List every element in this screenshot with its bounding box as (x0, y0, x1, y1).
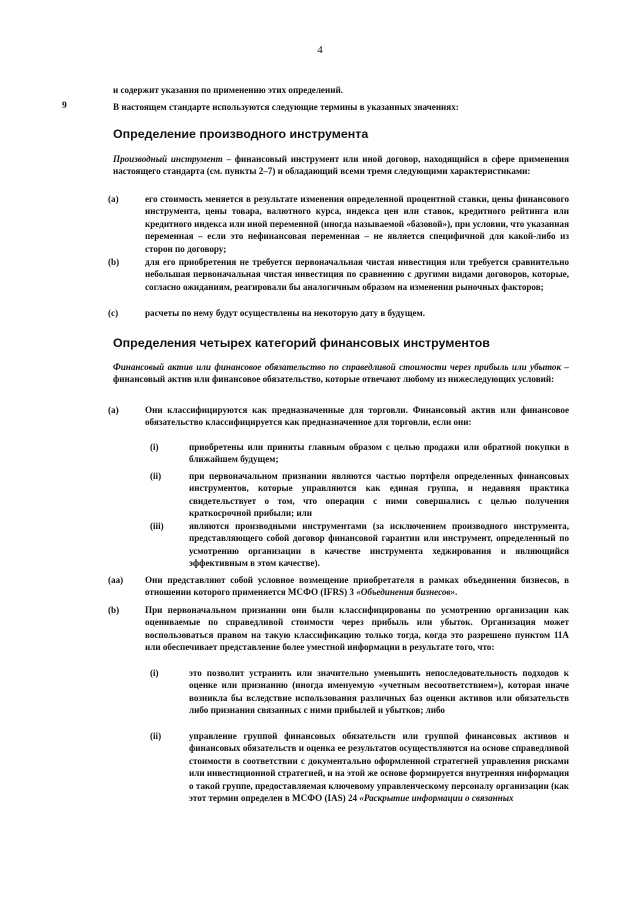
list-item: При первоначальном признании они были классифицированы по усмотрению организации как оцениваемые по справедливой стоимости через прибыль или убыток. Организация может воспользоваться правом на такую классификацию только тогда, когда это разрешено пунктом 11А или обеспечивает представление более уместной информации в результате того, что: (145, 605, 569, 653)
item-text-italic: «Объединения бизнесов» (356, 587, 456, 598)
sub-list-item: приобретены или приняты главным образом с целью продажи или обратной покупки в ближайшем будущем; (189, 442, 569, 465)
subitem-marker: (ii) (150, 471, 162, 481)
list-item: Они классифицируются как предназначенные для торговли. Финансовый актив или финансовое обязательство классифицируется как предназначенное для торговли, если они: (145, 405, 569, 428)
item-text-italic: «Раскрытие информации о связанных (359, 793, 514, 804)
page-number: 4 (317, 44, 323, 56)
intro-line: и содержит указания по применению этих определений. (113, 85, 343, 95)
item-marker: (a) (108, 405, 119, 415)
sub-list-item: при первоначальном признании являются частью портфеля определенных финансовых инструментов, которые управляются как единая группа, и недавняя практика свидетельствует о том, что операции с ними совершались с целью получения краткосрочной прибыли; или (189, 471, 569, 519)
subitem-marker: (i) (150, 668, 159, 678)
section-heading-derivative: Определение производного инструмента (113, 127, 369, 141)
section-heading-categories: Определения четырех категорий финансовых инструментов (113, 336, 490, 350)
list-item: расчеты по нему будут осуществлены на некоторую дату в будущем. (145, 308, 426, 318)
item-marker: (b) (108, 257, 120, 267)
subitem-marker: (ii) (150, 731, 162, 741)
subitem-marker: (i) (150, 442, 159, 452)
definition-term: Финансовый актив или финансовое обязательство по справедливой стоимости через прибыль или убыток (113, 362, 562, 372)
sub-list-item (189, 730, 569, 804)
paragraph-9-text: В настоящем стандарте используются следующие термины в указанных значениях: (113, 102, 459, 112)
definition-text: – финансовый инструмент или иной договор, находящийся в сфере применения настоящего стандарта (см. пункты 2–7) и обладающий всеми тремя следующими характеристиками: (113, 154, 569, 177)
item-marker: (b) (108, 605, 120, 615)
list-item: для его приобретения не требуется первоначальная чистая инвестиция или требуется сравнительно небольшая первоначальная чистая инвестиция по сравнению с другими видами договоров, которые, согласно ожиданиям, реагировали бы аналогичным образом на изменения рыночных факторов; (145, 257, 569, 292)
definition-term: Производный инструмент (113, 154, 223, 164)
subitem-marker: (iii) (150, 521, 164, 531)
item-text: управление группой финансовых обязательств или группой финансовых активов и финансовых обязательств и оценка ее результатов осуществляются на основе справедливой стоимости в соответствии с документально оформленной стратегией управления рисками или инвестиционной стратегией, и на этой же основе формируется внутренняя информация о такой группе, предоставляемая ключевому управленческому персоналу организации (как этот термин определен в МСФО (IAS) 24 (189, 731, 569, 804)
derivative-definition (113, 153, 569, 178)
sub-list-item: это позволит устранить или значительно уменьшить непоследовательность подходов к оценке или признанию (иногда именуемую «учетным несоответствием»), которая иначе возникла бы вследствие использования различных баз оценки активов или обязательств либо признания связанных с ними прибылей и убытков; либо (189, 668, 569, 716)
item-marker: (aa) (108, 575, 124, 585)
item-text-end: . (455, 587, 458, 598)
list-item: его стоимость меняется в результате изменения определенной процентной ставки, цены финансового инструмента, цены товара, валютного курса, индекса цен или ставок, кредитного рейтинга или кредитного индекса или иной переменной (иногда называемой «базовой»), при условии, что указанная переменная – если это нефинансовая переменная – не является специфичной для какой-либо из сторон по договору; (145, 194, 569, 254)
fvtpl-definition (113, 361, 569, 386)
item-marker: (c) (108, 308, 119, 318)
sub-list-item: являются производными инструментами (за исключением производного инструмента, представляющего собой договор финансовой гарантии или инструмент, определенный по усмотрению организации в качестве инструмента хеджирования и являющийся эффективным в этом качестве). (189, 521, 569, 569)
definition-text: – финансовый актив или финансовое обязательство, которые отвечают любому из нижеследующих условий: (113, 362, 569, 385)
list-item (145, 574, 569, 599)
paragraph-number: 9 (62, 101, 67, 111)
item-marker: (a) (108, 194, 119, 204)
item-text: Они представляют собой условное возмещение приобретателя в рамках объединения бизнесов, в отношении которого применяется МСФО (IFRS) 3 (145, 575, 569, 598)
